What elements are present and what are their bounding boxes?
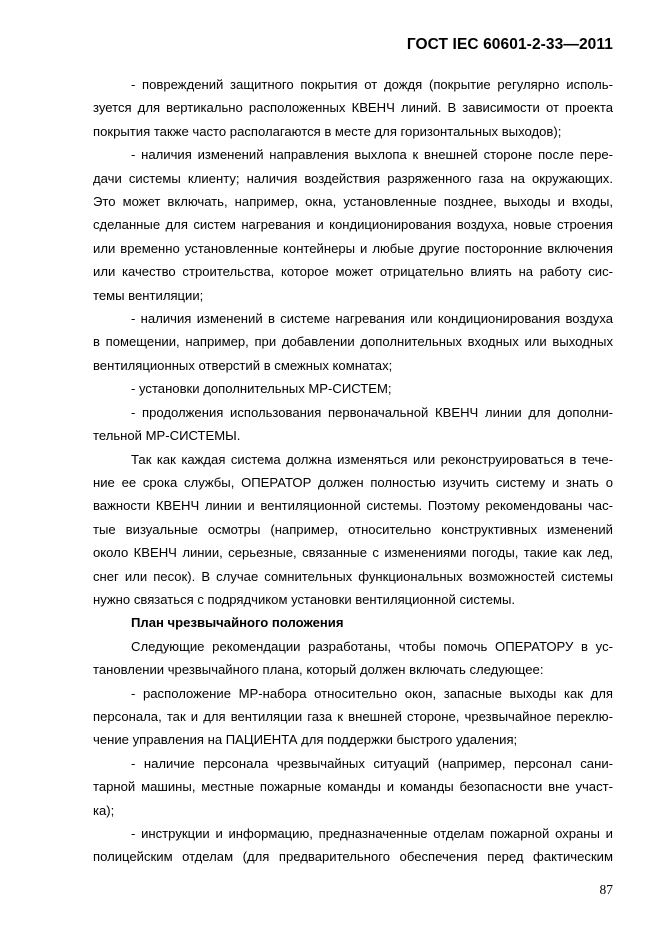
- text-line: нужно связаться с подрядчиком установки вентиляционной системы.: [93, 591, 516, 607]
- text-line: дачи системы клиенту; наличия воздействия разряженного газа на окружающих.: [93, 170, 613, 186]
- text-line: тарной машины, местные пожарные команды и команды безопасности вне участ-: [93, 779, 613, 795]
- text-line: персонала, так и для вентиляции газа к внешней стороне, чрезвычайное переклю-: [93, 708, 613, 724]
- document-body: [93, 73, 613, 869]
- text-line: тельной МР-СИСТЕМЫ.: [93, 428, 241, 444]
- text-line: Так как каждая система должна изменяться или реконструироваться в тече-: [131, 451, 613, 467]
- text-line: - расположение МР-набора относительно окон, запасные выходы как для: [131, 685, 613, 701]
- text-line: - наличия изменений направления выхлопа к внешней стороне после пере-: [131, 147, 613, 163]
- section-heading: План чрезвычайного положения: [131, 615, 344, 631]
- text-line: ка);: [93, 802, 115, 818]
- text-line: важности КВЕНЧ линии и вентиляционной системы. Поэтому рекомендованы час-: [93, 498, 613, 514]
- text-line: темы вентиляции;: [93, 287, 204, 303]
- text-line: - продолжения использования первоначальной КВЕНЧ линии для дополни-: [131, 404, 613, 420]
- text-line: - наличие персонала чрезвычайных ситуаций (например, персонал сани-: [131, 755, 613, 771]
- text-line: Следующие рекомендации разработаны, чтобы помочь ОПЕРАТОРУ в ус-: [131, 638, 613, 654]
- text-line: Это может включать, например, окна, установленные позднее, выходы и входы,: [93, 194, 613, 210]
- text-line: покрытия также часто располагаются в месте для горизонтальных выходов);: [93, 123, 562, 139]
- text-line: сделанные для систем нагревания и кондиционирования воздуха, новые строения: [93, 217, 613, 233]
- text-line: тые визуальные осмотры (например, относительно конструктивных изменений: [93, 521, 613, 537]
- text-line: или качество строительства, которое может отрицательно влиять на работу сис-: [93, 264, 613, 280]
- text-line: ние ее срока службы, ОПЕРАТОР должен полностью изучить систему и знать о: [93, 474, 613, 490]
- text-line: полицейским отделам (для предварительного обеспечения перед фактическим: [93, 849, 613, 865]
- text-line: - инструкции и информацию, предназначенные отделам пожарной охраны и: [131, 826, 613, 841]
- document-header: ГОСТ IEC 60601-2-33—2011: [406, 36, 613, 53]
- text-line: - установки дополнительных МР-СИСТЕМ;: [131, 381, 392, 397]
- text-line: вентиляционных отверстий в смежных комнатах;: [93, 357, 393, 373]
- text-line: в помещении, например, при добавлении дополнительных входных или выходных: [93, 334, 613, 350]
- text-line: тановлении чрезвычайного плана, который должен включать следующее:: [93, 662, 544, 678]
- text-line: снег или песок). В случае сомнительных функциональных возможностей системы: [93, 568, 613, 584]
- text-line: около КВЕНЧ линии, серьезные, связанные с изменениями погоды, такие как лед,: [93, 545, 613, 561]
- text-line: или временно установленные контейнеры и любые другие посторонние включения: [93, 240, 613, 256]
- text-line: зуется для вертикально расположенных КВЕНЧ линий. В зависимости от проекта: [93, 100, 613, 116]
- page-number: 87: [599, 882, 613, 897]
- text-line: - повреждений защитного покрытия от дождя (покрытие регулярно исполь-: [131, 77, 613, 92]
- text-line: чение управления на ПАЦИЕНТА для поддержки быстрого удаления;: [93, 732, 518, 748]
- text-line: - наличия изменений в системе нагревания или кондиционирования воздуха: [131, 311, 613, 327]
